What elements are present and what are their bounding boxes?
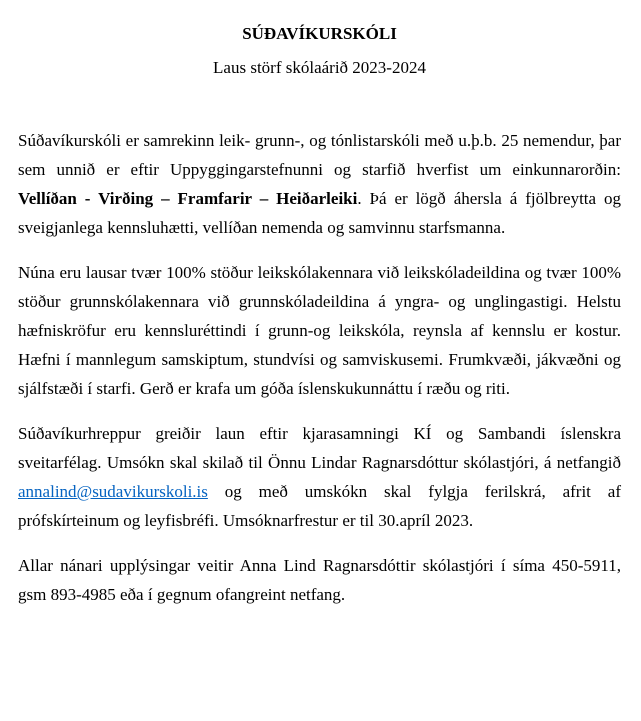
paragraph-intro-outro: . Þá er lögð áhersla á fjölbreytta og sveigjanlega kennsluhætti, vellíðan nemenda og samvinnu starfsmanna. [18,189,621,237]
paragraph-positions: Núna eru lausar tvær 100% stöður leikskólakennara við leikskóladeildina og tvær 100% stöður grunnskólakennara við grunnskóladeildina á yngra- og unglingastigi. Helstu hæfniskröfur eru kennsluréttindi í grunn-og leikskóla, reynsla af kennslu er kostur. Hæfni í mannlegum samskiptum, stundvísi og samviskusemi. Frumkvæði, jákvæðni og sjálfstæði í starfi. Gerð er krafa um góða íslenskukunnáttu í ræðu og riti. [18,263,621,398]
paragraph-application-text: Súðavíkurhreppur greiðir laun eftir kjarasamningi KÍ og Sambandi íslenskra sveitarfélag. Umsókn skal skilað til Önnu Lindar Ragnarsdóttur skólastjóri, á netfangið [18,424,621,472]
paragraph-intro [18,126,621,242]
paragraph-contact: Allar nánari upplýsingar veitir Anna Lind Ragnarsdóttir skólastjóri í síma 450-5911, gsm 893-4985 eða í gegnum ofangreint netfang. [18,556,621,604]
school-motto: Vellíðan - Virðing – Framfarir – Heiðarleiki [18,189,358,208]
paragraph-intro-text: Súðavíkurskóli er samrekinn leik- grunn-, og tónlistarskóli með u.þ.b. 25 nemendur, þar sem unnið er eftir Uppyggingarstefnunni og starfið hverfist um einkunnarorðin: [18,131,621,179]
document-page [18,22,621,609]
email-link[interactable]: annalind@sudavikurskoli.is [18,482,208,501]
paragraph-application [18,419,621,535]
document-title: SÚÐAVÍKURSKÓLI [242,24,397,43]
document-subtitle: Laus störf skólaárið 2023-2024 [213,58,426,77]
paragraph-application-after: og með umskókn skal fylgja ferilskrá, afrit af prófskírteinum og leyfisbréfi. Umsóknarfrestur er til 30.apríl 2023. [18,482,621,530]
